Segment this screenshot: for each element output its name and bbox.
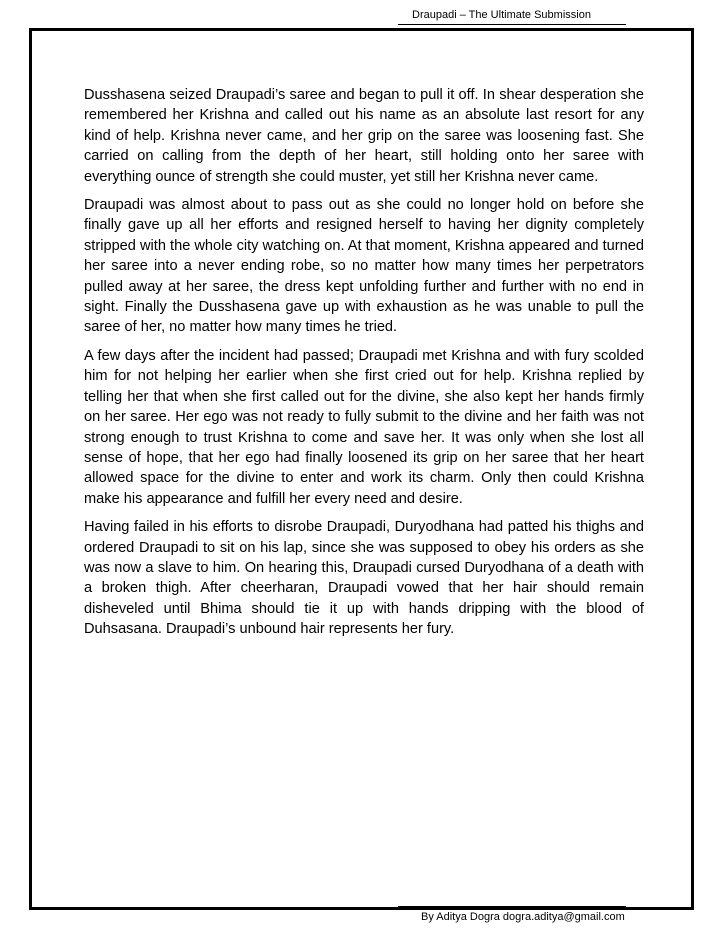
page-header: Draupadi – The Ultimate Submission — [412, 9, 591, 21]
paragraph-4: Having failed in his efforts to disrobe Draupadi, Duryodhana had patted his thighs and ordered Draupadi to sit on his lap, since she was supposed to obey his orders as she was now a slave to him. On hearing this, Draupadi cursed Duryodhana of a death with a broken thigh. After cheerharan, Draupadi vowed that her hair should remain disheveled until Bhima should tie it up with hands dripping with the blood of Duhsasana. Draupadi’s unbound hair represents her fury. — [84, 519, 644, 638]
paragraph-1: Dusshasena seized Draupadi’s saree and began to pull it off. In shear desperation she remembered her Krishna and called out his name as an absolute last resort for any kind of help. Krishna never came, and her grip on the saree was loosening fast. She carried on calling from the depth of her heart, still holding onto her saree with everything ounce of strength she could muster, yet still her Krishna never came. — [84, 87, 644, 185]
page-footer: By Aditya Dogra dogra.aditya@gmail.com — [421, 911, 625, 923]
paragraph-3: A few days after the incident had passed; Draupadi met Krishna and with fury scolded him for not helping her earlier when she first cried out for help. Krishna replied by telling her that when she first called out for the divine, she also kept her hands firmly on her saree. Her ego was not ready to fully submit to the divine and her faith was not strong enough to trust Krishna to come and save her. It was only when she lost all sense of hope, that her ego had finally loosened its grip on her saree that her heart allowed space for the divine to enter and work its charm. Only then could Krishna make his appearance and fulfill her every need and desire. — [84, 347, 644, 507]
paragraph-2: Draupadi was almost about to pass out as she could no longer hold on before she finally gave up all her efforts and resigned herself to having her dignity completely stripped with the whole city watching on. At that moment, Krishna appeared and turned her saree into a never ending robe, so no matter how many times her perpetrators pulled away at her saree, the dress kept unfolding further and further with no end in sight. Finally the Dusshasena gave up with exhaustion as he was unable to pull the saree of her, no matter how many times he tried. — [84, 197, 644, 336]
page-body — [84, 85, 644, 648]
footer-divider — [398, 906, 626, 907]
header-divider — [398, 24, 626, 25]
